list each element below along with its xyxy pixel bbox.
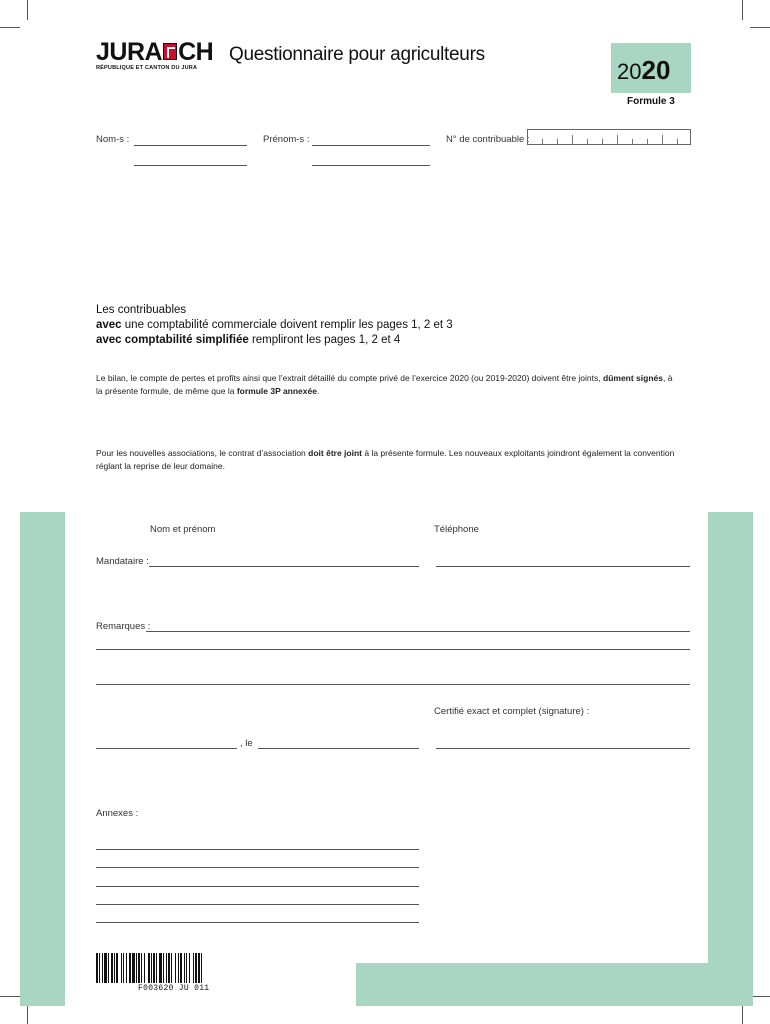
firstname-label: Prénom-s : xyxy=(263,134,310,145)
intro-line-1: Les contribuables xyxy=(96,304,187,316)
crop-mark-br-h xyxy=(750,996,770,997)
taxpayer-number-label: N° de contribuable : xyxy=(446,134,530,145)
annexes-field-4[interactable] xyxy=(96,904,419,905)
barcode-gap xyxy=(202,953,204,983)
date-separator-label: , le xyxy=(240,738,253,749)
column-name-label: Nom et prénom xyxy=(150,524,216,535)
jura-flag-icon xyxy=(163,43,177,60)
firstname-field[interactable] xyxy=(312,145,430,146)
crop-mark-bl-v xyxy=(27,1005,28,1024)
column-phone-label: Téléphone xyxy=(434,524,479,535)
name-field-2[interactable] xyxy=(134,165,247,166)
form-number-label: Formule 3 xyxy=(627,96,675,107)
crop-mark-bl-h xyxy=(0,996,20,997)
annexes-field-3[interactable] xyxy=(96,886,419,887)
mandataire-phone-field[interactable] xyxy=(436,566,690,567)
crop-mark-tr-h xyxy=(750,27,770,28)
logo-text-ch: CH xyxy=(178,38,214,66)
annexes-field-5[interactable] xyxy=(96,922,419,923)
signature-field[interactable] xyxy=(436,748,690,749)
mandataire-name-field[interactable] xyxy=(149,566,419,567)
crop-mark-br-v xyxy=(742,1005,743,1024)
annexes-field-2[interactable] xyxy=(96,867,419,868)
taxpayer-number-field[interactable] xyxy=(527,129,691,145)
date-field[interactable] xyxy=(258,748,419,749)
right-green-panel xyxy=(708,512,753,1006)
remarques-field-1[interactable] xyxy=(146,631,690,632)
year-label: 2020 xyxy=(617,55,671,85)
mandataire-label: Mandataire : xyxy=(96,556,149,567)
annexes-label: Annexes : xyxy=(96,808,139,819)
place-field[interactable] xyxy=(96,748,237,749)
remarques-label: Remarques : xyxy=(96,621,151,632)
intro-line-3: avec comptabilité simplifiée rempliront les pages 1, 2 et 4 xyxy=(96,334,401,346)
page-title: Questionnaire pour agriculteurs xyxy=(229,44,485,65)
left-green-panel xyxy=(20,512,65,1006)
jura-logo xyxy=(96,40,226,71)
intro-block xyxy=(96,303,453,348)
crop-mark-tl-v xyxy=(27,0,28,20)
logo-subtitle: RÉPUBLIQUE ET CANTON DU JURA xyxy=(96,65,198,71)
intro-line-2: avec une comptabilité commerciale doivent remplir les pages 1, 2 et 3 xyxy=(96,319,453,331)
crop-mark-tr-v xyxy=(742,0,743,20)
bottom-green-panel xyxy=(356,963,753,1006)
barcode xyxy=(96,953,246,993)
remarques-field-3[interactable] xyxy=(96,684,690,685)
firstname-field-2[interactable] xyxy=(312,165,430,166)
remarques-field-2[interactable] xyxy=(96,649,690,650)
annexes-field-1[interactable] xyxy=(96,849,419,850)
logo-text-jura: JURA xyxy=(96,38,163,66)
notice-documents: Le bilan, le compte de pertes et profits ainsi que l’extrait détaillé du compte privé de l’exercice 2020 (ou 2019-2020) doivent être joints, dûment signés, à la présente formule, de même que la formule 3P annexée. xyxy=(96,373,673,396)
barcode-number: F003620 JU 011 xyxy=(138,984,210,993)
name-field[interactable] xyxy=(134,145,247,146)
name-label: Nom-s : xyxy=(96,134,130,145)
crop-mark-tl-h xyxy=(0,27,20,28)
barcode-bars xyxy=(96,953,246,983)
certification-label: Certifié exact et complet (signature) : xyxy=(434,706,590,717)
notice-associations: Pour les nouvelles associations, le contrat d’association doit être joint à la présente formule. Les nouveaux exploitants joindront également la convention réglant la reprise de leur domaine. xyxy=(96,448,675,471)
